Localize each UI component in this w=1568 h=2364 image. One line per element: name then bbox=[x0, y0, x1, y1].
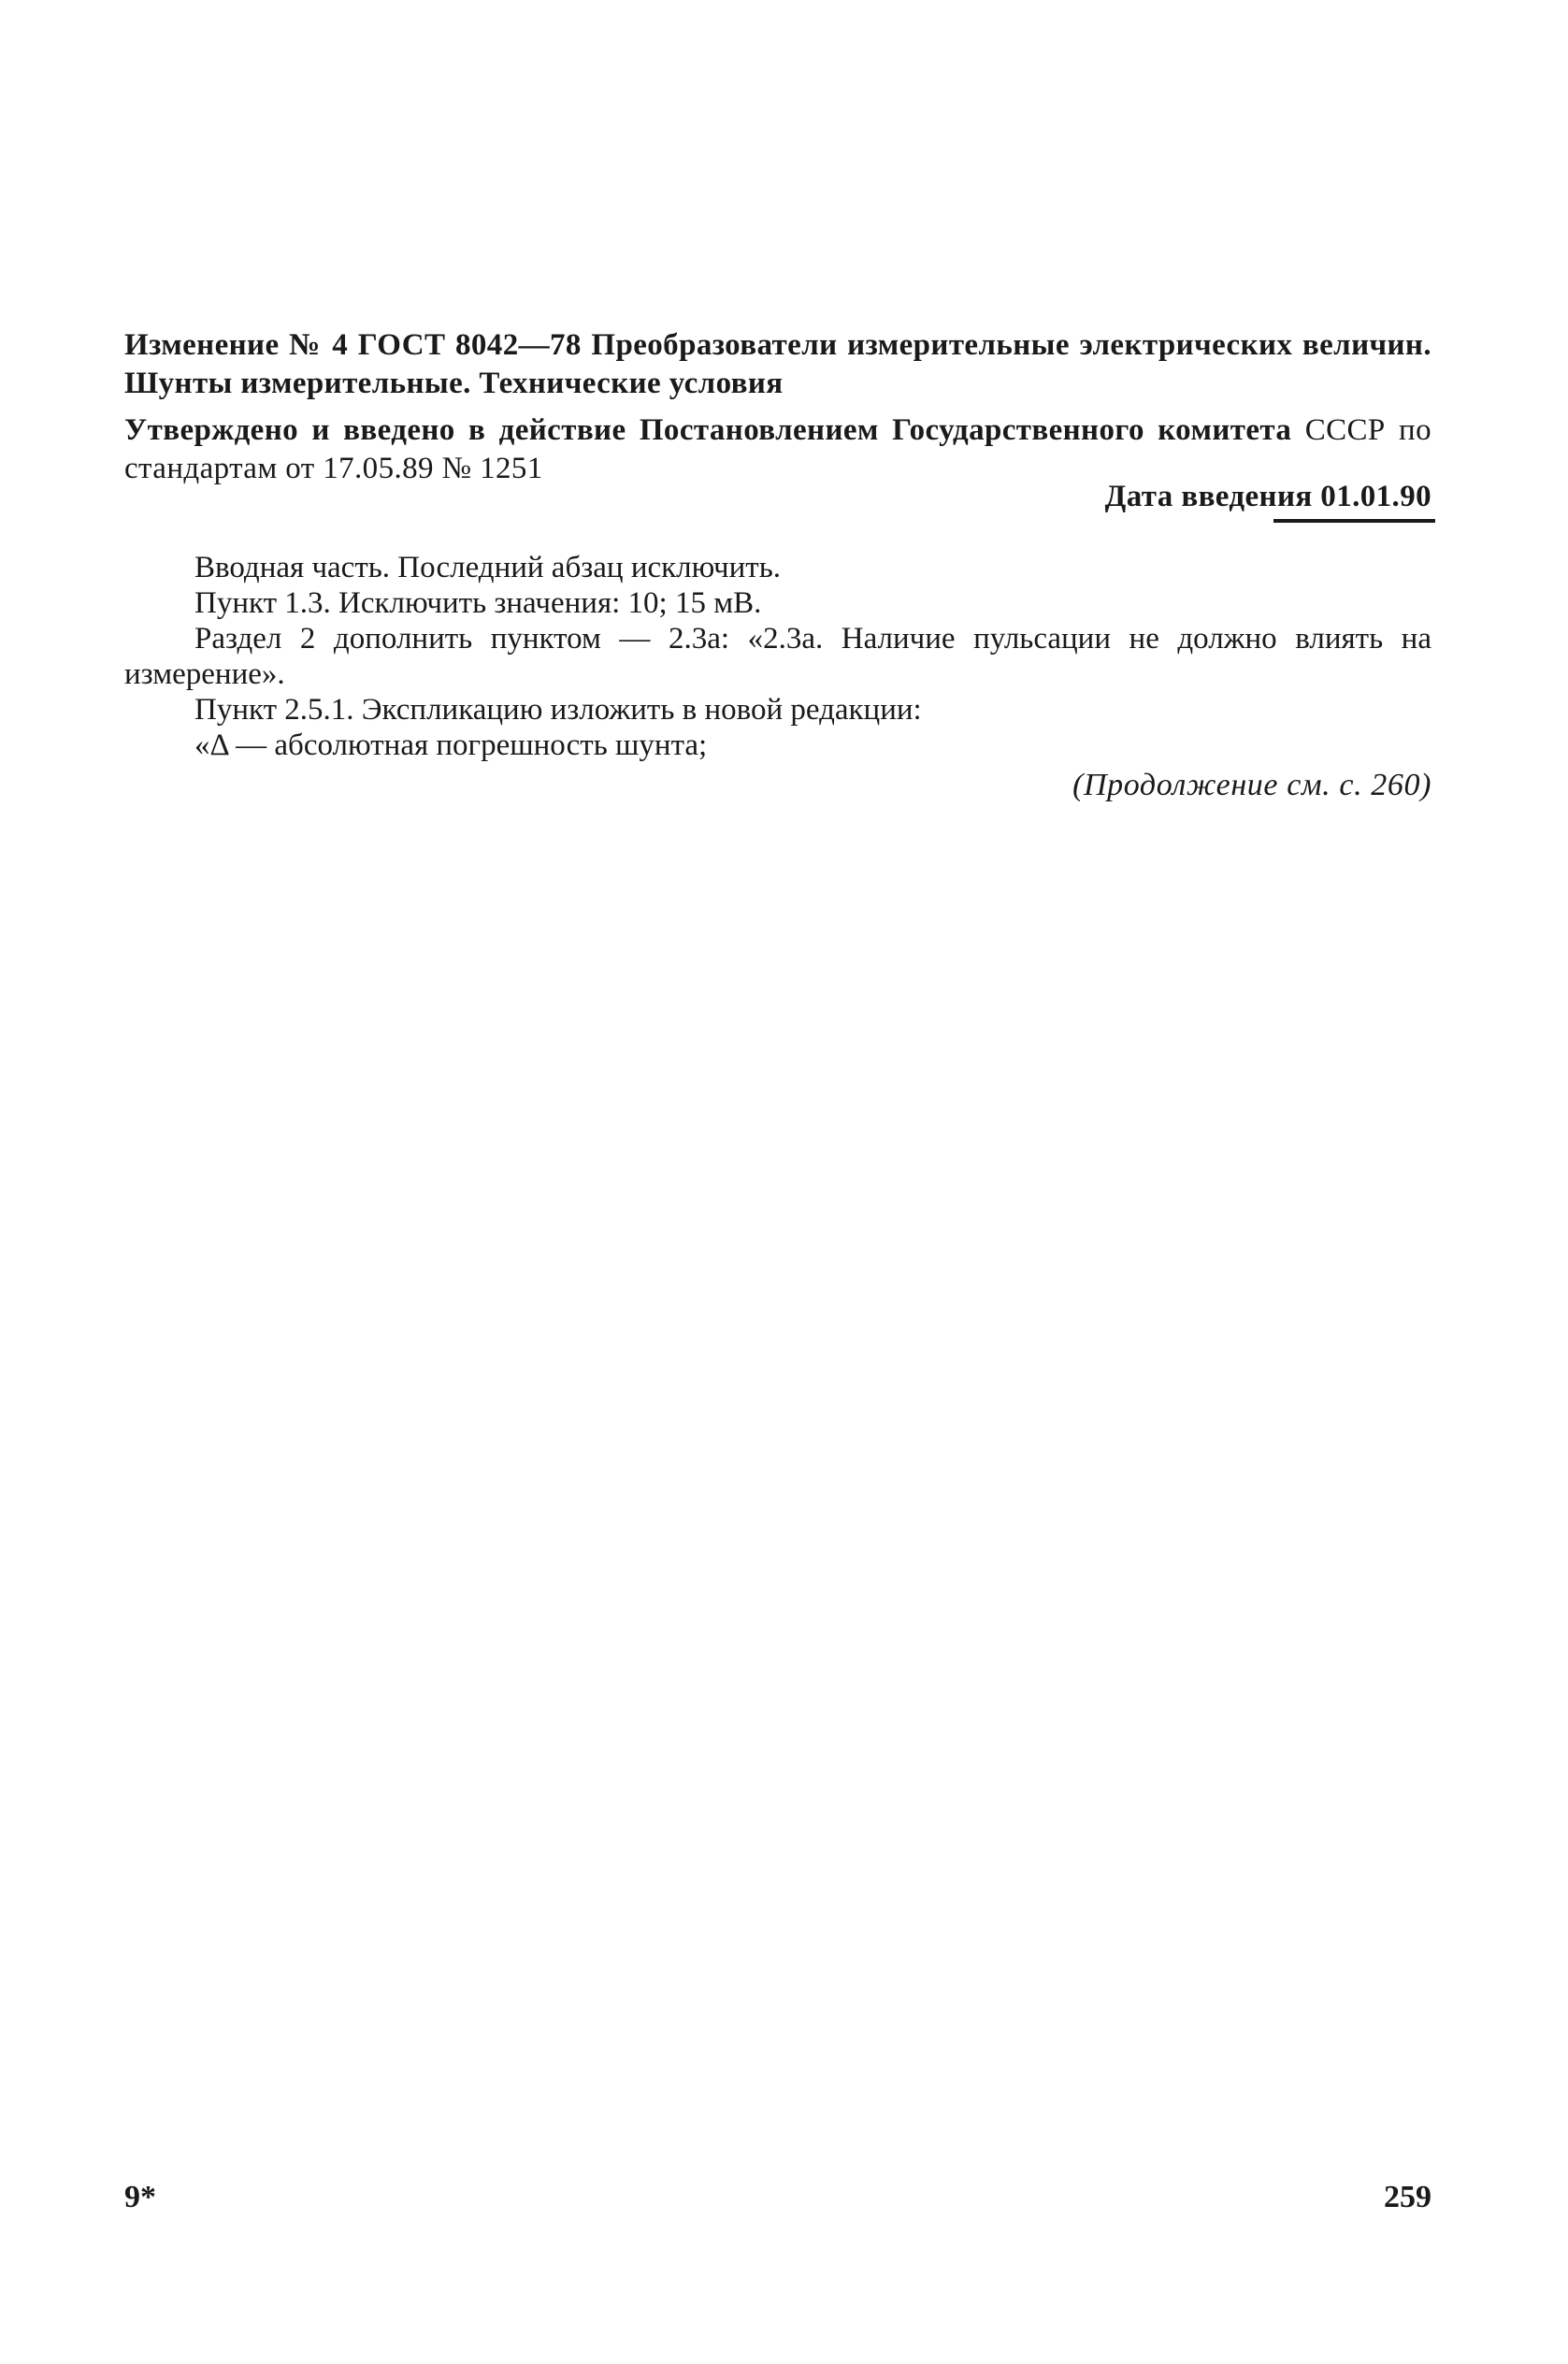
approval-text-bold: Утверждено и введено в действие Постановлением Государственного комитета bbox=[124, 413, 1292, 447]
approval-statement bbox=[124, 411, 1431, 488]
paragraph-item-2-5-1: Пункт 2.5.1. Экспликацию изложить в новой редакции: bbox=[194, 693, 922, 727]
paragraph-delta-definition: «Δ — абсолютная погрешность шунта; bbox=[194, 728, 708, 762]
paragraph-section-2: Раздел 2 дополнить пунктом — 2.3а: «2.3а. Наличие пульсации не должно влиять на измерение». bbox=[124, 622, 1431, 691]
paragraph-item-1-3: Пункт 1.3. Исключить значения: 10; 15 мВ. bbox=[194, 586, 762, 620]
effective-date bbox=[1105, 478, 1431, 516]
approval-text-normal: СССР по стандартам от 17.05.89 № 1251 bbox=[124, 413, 1431, 485]
amendment-body bbox=[124, 550, 1431, 763]
effective-date-label: Дата введения bbox=[1104, 480, 1313, 513]
effective-date-value: 01.01.90 bbox=[1320, 480, 1431, 513]
document-heading: Изменение № 4 ГОСТ 8042—78 Преобразователи измерительные электрических величин. Шунты измерительные. Технические условия bbox=[124, 328, 1431, 400]
effective-date-underline bbox=[1273, 519, 1435, 523]
signature-mark: 9* bbox=[124, 2180, 156, 2214]
continuation-note: (Продолжение см. с. 260) bbox=[1072, 768, 1431, 802]
paragraph-intro: Вводная часть. Последний абзац исключить. bbox=[194, 551, 782, 584]
page-number: 259 bbox=[1384, 2180, 1431, 2214]
